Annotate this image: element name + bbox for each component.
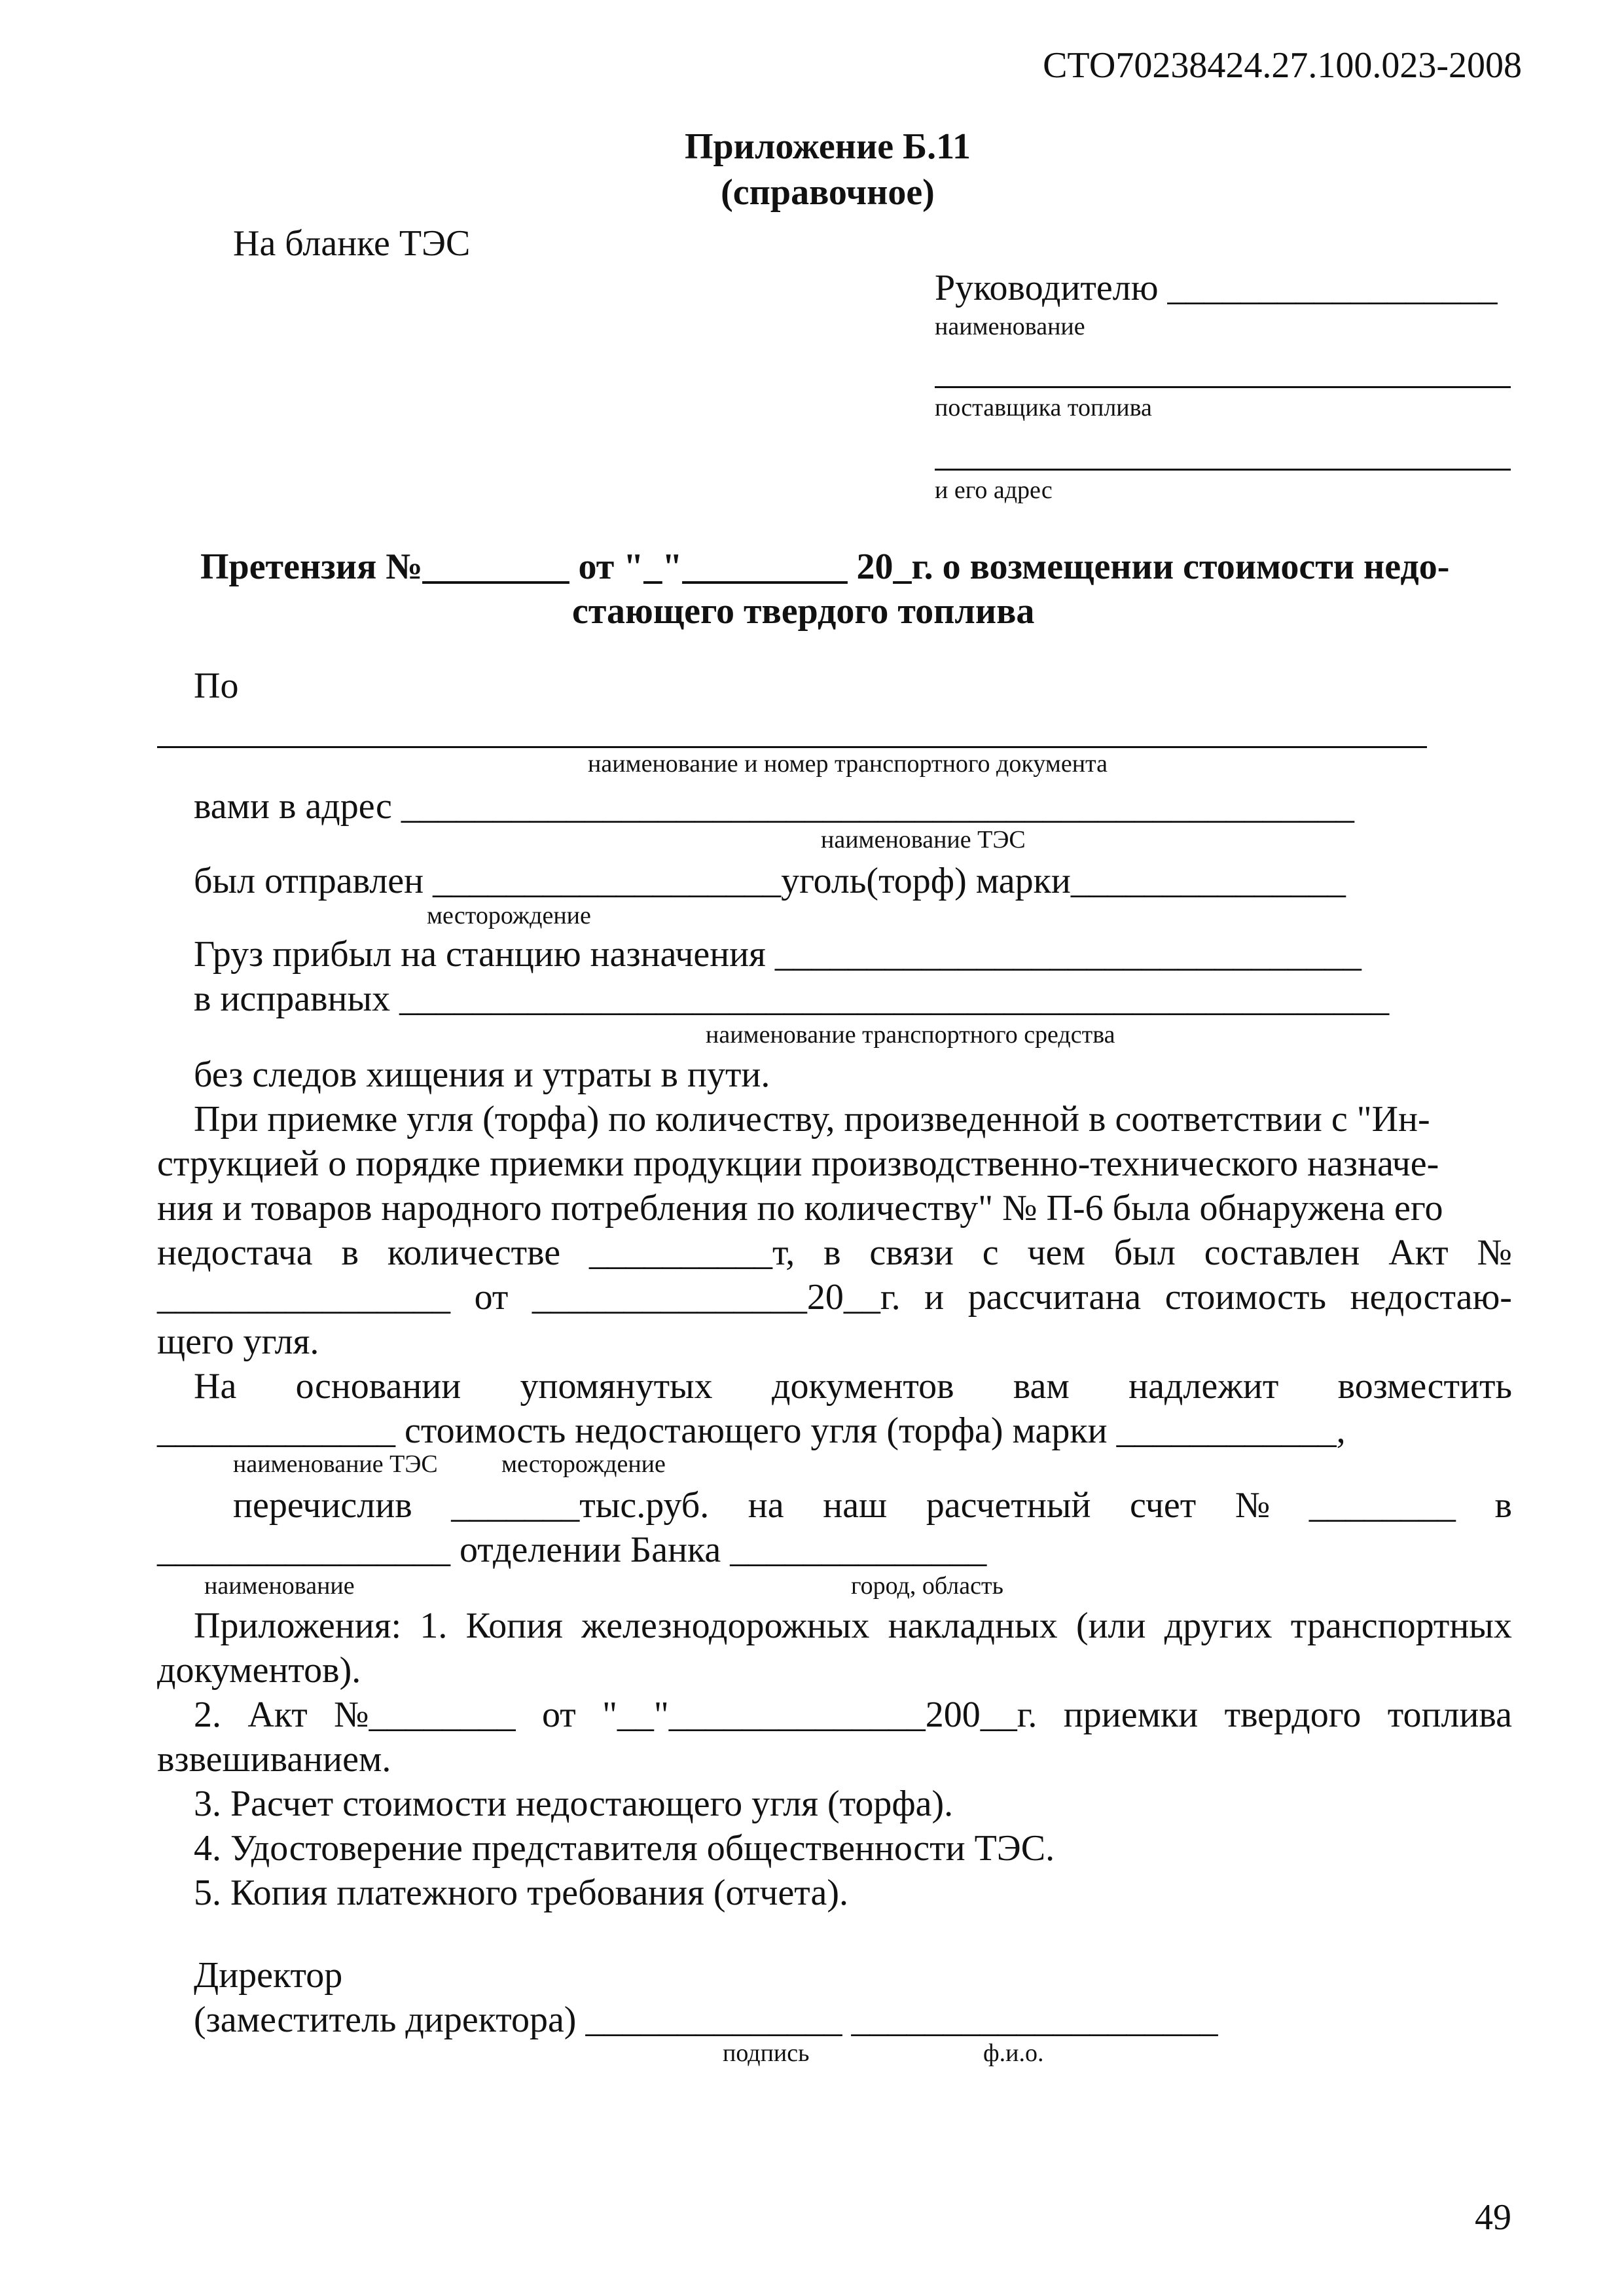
text-arrived: Груз прибыл на станцию назначения ________________________________ bbox=[194, 934, 1362, 975]
signature-director: Директор bbox=[194, 1955, 343, 1996]
hint-city: город, область bbox=[851, 1572, 1003, 1600]
word: количестве bbox=[387, 1232, 561, 1273]
word: составлен bbox=[1204, 1232, 1360, 1273]
word: Акт bbox=[1388, 1232, 1449, 1273]
word: основании bbox=[295, 1366, 461, 1407]
hint-field-2: месторождение bbox=[501, 1450, 666, 1478]
hint-signature: подпись bbox=[723, 2039, 810, 2067]
word: приемки bbox=[1063, 1695, 1199, 1735]
attachment-5: 5. Копия платежного требования (отчета). bbox=[194, 1873, 848, 1913]
word: транспортных bbox=[1290, 1605, 1512, 1646]
hint-fio: ф.и.о. bbox=[983, 2039, 1044, 2067]
hint-field: месторождение bbox=[427, 902, 591, 929]
attachment-2-line2: взвешиванием. bbox=[157, 1739, 391, 1780]
blank-note: На бланке ТЭС bbox=[233, 223, 471, 264]
word: надлежит bbox=[1128, 1366, 1279, 1407]
word: 2. bbox=[194, 1695, 221, 1735]
word: от bbox=[541, 1695, 576, 1735]
word: (или bbox=[1075, 1605, 1146, 1646]
transport-doc-rule bbox=[157, 746, 1427, 748]
claim-title-line2: стающего твердого топлива bbox=[572, 591, 1035, 632]
para2-line4: ________________ отделении Банка ______________ bbox=[157, 1530, 987, 1570]
word: счет bbox=[1130, 1485, 1197, 1526]
para1-line5 bbox=[157, 1279, 1512, 1316]
word: ________________ bbox=[157, 1277, 450, 1318]
word: связи bbox=[869, 1232, 954, 1273]
word: вам bbox=[1013, 1366, 1070, 1407]
signature-deputy-line: (заместитель директора) ______________ ____________________ bbox=[194, 2000, 1218, 2040]
addressee-hint-name: наименование bbox=[935, 313, 1085, 340]
word: топлива bbox=[1387, 1695, 1512, 1735]
attachment-1-line2: документов). bbox=[157, 1650, 361, 1691]
document-code: СТО70238424.27.100.023-2008 bbox=[1043, 45, 1522, 86]
para2-line1 bbox=[194, 1368, 1512, 1405]
para2-line2: _____________ стоимость недостающего угля (торфа) марки ____________, bbox=[157, 1410, 1346, 1451]
attachment-2-line1 bbox=[194, 1696, 1512, 1733]
text-segment: струкцией о порядке приемки продукции производственно-технического назначе- bbox=[157, 1143, 1439, 1184]
word: других bbox=[1164, 1605, 1272, 1646]
para2-line3 bbox=[233, 1487, 1512, 1524]
word: рассчитана bbox=[967, 1277, 1142, 1318]
claim-title-line1: Претензия №________ от "_"_________ 20_г. о возмещении стоимости недо- bbox=[200, 547, 1450, 587]
word: недостача bbox=[157, 1232, 313, 1273]
word: На bbox=[194, 1366, 237, 1407]
hint-tes: наименование ТЭС bbox=[821, 826, 1026, 853]
word: возместить bbox=[1337, 1366, 1512, 1407]
text-address: вами в адрес ____________________________________________________ bbox=[194, 786, 1354, 827]
word: № bbox=[1477, 1232, 1512, 1273]
text-po: По bbox=[194, 666, 239, 706]
addressee-hint-supplier: поставщика топлива bbox=[935, 394, 1152, 422]
hint-name: наименование bbox=[204, 1572, 355, 1600]
word: __________т, bbox=[588, 1232, 795, 1273]
text-no-theft: без следов хищения и утраты в пути. bbox=[194, 1054, 770, 1095]
word: наш bbox=[823, 1485, 888, 1526]
word: с bbox=[982, 1232, 999, 1273]
para1-line3 bbox=[157, 1190, 1512, 1227]
text-segment: ния и товаров народного потребления по количеству" № П-6 была обнаружена его bbox=[157, 1188, 1443, 1229]
addressee-rule-2 bbox=[935, 469, 1511, 471]
addressee-hint-address: и его адрес bbox=[935, 476, 1053, 504]
word: _______________20__г. bbox=[532, 1277, 901, 1318]
word: был bbox=[1113, 1232, 1176, 1273]
word: №________ bbox=[334, 1695, 516, 1735]
word: № bbox=[1235, 1485, 1271, 1526]
word: железнодорожных bbox=[581, 1605, 870, 1646]
word: _______тыс.руб. bbox=[451, 1485, 710, 1526]
word: чем bbox=[1027, 1232, 1085, 1273]
para1-end: щего угля. bbox=[157, 1321, 319, 1362]
hint-transport-doc: наименование и номер транспортного документа bbox=[588, 750, 1108, 778]
attachment-1-line1 bbox=[194, 1607, 1512, 1644]
attachment-4: 4. Удостоверение представителя общественности ТЭС. bbox=[194, 1828, 1055, 1869]
addressee-rule-1 bbox=[935, 386, 1511, 388]
word: Копия bbox=[465, 1605, 563, 1646]
appendix-subtitle: (справочное) bbox=[721, 172, 935, 213]
word: стоимость bbox=[1164, 1277, 1327, 1318]
word: упомянутых bbox=[520, 1366, 713, 1407]
word: документов bbox=[771, 1366, 954, 1407]
word: недостаю- bbox=[1350, 1277, 1512, 1318]
word: и bbox=[924, 1277, 945, 1318]
appendix-title: Приложение Б.11 bbox=[684, 126, 971, 167]
para1-line4 bbox=[157, 1234, 1512, 1271]
para1-line1 bbox=[194, 1101, 1512, 1138]
word: перечислив bbox=[233, 1485, 412, 1526]
word: накладных bbox=[888, 1605, 1058, 1646]
word: в bbox=[823, 1232, 841, 1273]
addressee-line: Руководителю __________________ bbox=[935, 268, 1498, 308]
page-number: 49 bbox=[1475, 2197, 1511, 2238]
hint-vehicle: наименование транспортного средства bbox=[706, 1021, 1115, 1049]
word: Приложения: bbox=[194, 1605, 402, 1646]
text-sent: был отправлен ___________________уголь(торф) марки_______________ bbox=[194, 861, 1346, 901]
word: в bbox=[341, 1232, 359, 1273]
word: "__"______________200__г. bbox=[602, 1695, 1038, 1735]
word: расчетный bbox=[926, 1485, 1091, 1526]
word: Акт bbox=[247, 1695, 308, 1735]
word: ________ bbox=[1308, 1485, 1456, 1526]
attachment-3: 3. Расчет стоимости недостающего угля (торфа). bbox=[194, 1784, 954, 1824]
word: твердого bbox=[1224, 1695, 1362, 1735]
hint-tes-2: наименование ТЭС bbox=[233, 1450, 438, 1478]
word: от bbox=[474, 1277, 509, 1318]
word: на bbox=[748, 1485, 784, 1526]
word: в bbox=[1494, 1485, 1512, 1526]
text-in-good: в исправных ______________________________________________________ bbox=[194, 978, 1390, 1019]
text-segment: При приемке угля (торфа) по количеству, произведенной в соответствии с "Ин- bbox=[194, 1099, 1430, 1139]
word: 1. bbox=[420, 1605, 448, 1646]
para1-line2 bbox=[157, 1145, 1512, 1182]
